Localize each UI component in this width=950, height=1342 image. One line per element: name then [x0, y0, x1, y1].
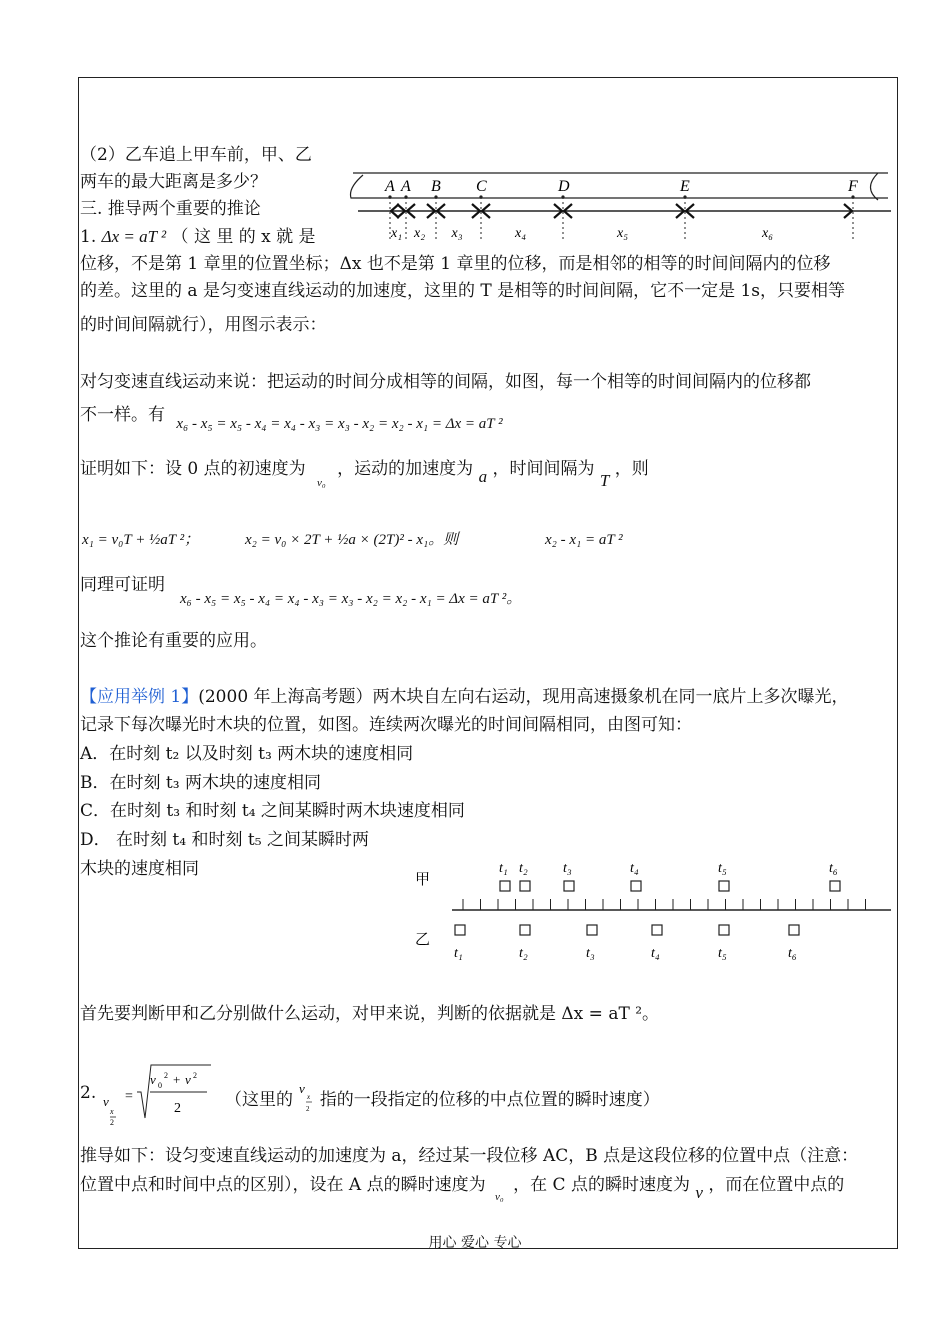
time-label: t₆ [788, 946, 797, 961]
proof-T: T [599, 471, 610, 490]
difference-chain: x₆ - x₅ = x₅ - x₄ = x₄ - x₃ = x₃ - x₂ = x₂ - x₁ = Δx = aT ² [176, 416, 503, 432]
time-label: t₃ [586, 946, 595, 961]
example-judge: 首先要判断甲和乙分别做什么运动，对甲来说，判断的依据就是 Δx = aT ²。 [80, 1004, 660, 1024]
time-label: t₂ [519, 946, 528, 961]
block-marker [789, 925, 799, 935]
svg-text:v: v [299, 1081, 306, 1096]
segment-label: x₆ [762, 226, 774, 241]
proof-intro-c: ，时间间隔为 [492, 459, 595, 479]
point-dot [479, 195, 482, 198]
proof-chain2: x₆ - x₅ = x₅ - x₄ = x₄ - x₃ = x₃ - x₂ = x₂ - x₁ = Δx = aT ²。 [180, 591, 522, 607]
example-1-tag: 【应用举例 1】 [80, 687, 199, 707]
para1-line2 [80, 403, 503, 432]
proof-intro [80, 457, 649, 490]
inference-2-num: 2. [80, 1083, 97, 1103]
option-d-line2: 木块的速度相同 [80, 859, 199, 879]
block-marker [719, 881, 729, 891]
segment-label: x₁ [391, 226, 403, 241]
inference-2-line2-b: ，在 C 点的瞬时速度为 [513, 1175, 690, 1195]
point-label-D: D [558, 178, 570, 195]
inference-2-v0: v₀ [495, 1191, 504, 1203]
inference-1-line2: 位移，不是第 1 章里的位置坐标；Δx 也不是第 1 章里的位移，而是相邻的相等的时间间隔内的位移 [80, 254, 831, 274]
section-3-title: 三. 推导两个重要的推论 [80, 199, 261, 219]
inference-2-note [225, 1081, 660, 1117]
point-dot [561, 195, 564, 198]
inference-2-line2 [80, 1173, 845, 1203]
time-label: t₂ [519, 861, 528, 876]
midpoint-velocity-formula [95, 1062, 220, 1130]
svg-text:2: 2 [306, 1105, 310, 1113]
v-x2-symbol [298, 1081, 314, 1117]
segment-label: x₃ [451, 226, 463, 241]
block-marker [455, 925, 465, 935]
time-label: t₅ [718, 946, 727, 961]
option-c: C．在时刻 t₃ 和时刻 t₄ 之间某瞬时两木块速度相同 [80, 801, 465, 821]
proof-eq2: x₂ = v₀ × 2T + ½a × (2T)² - x₁。则 [245, 532, 459, 548]
time-label: t₁ [499, 861, 508, 876]
svg-text:2: 2 [174, 1101, 181, 1116]
question-2-line2: 两车的最大距离是多少？ [80, 172, 267, 192]
point-label-A: A [385, 178, 395, 195]
example-1-line1 [80, 685, 849, 709]
point-label-A: A [401, 178, 411, 195]
svg-text:+: + [173, 1072, 181, 1087]
ruler-ticks [463, 899, 866, 910]
proof-a: a [478, 467, 488, 486]
inference-1-line3: 的差。这里的 a 是匀变速直线运动的加速度，这里的 T 是相等的时间间隔，它不一定是 1s，只要相等 [80, 281, 846, 301]
point-label-B: B [431, 178, 441, 195]
proof-intro-d: ，则 [614, 459, 649, 479]
time-label: t₄ [651, 946, 660, 961]
inference-1-tail: （ 这 里 的 x 就 是 [171, 227, 316, 247]
segment-label: x₄ [515, 226, 527, 241]
example-1-text: (2000 年上海高考题）两木块自左向右运动，现用高速摄象机在同一底片上多次曝光， [198, 687, 849, 707]
svg-text:2: 2 [193, 1071, 197, 1080]
time-label: t₁ [454, 946, 463, 961]
inference-2-note-b: 指的一段指定的位移的中点位置的瞬时速度） [319, 1090, 660, 1110]
segment-marks [388, 195, 854, 241]
inference-2-line2-a: 位置中点和时间中点的区别），设在 A 点的瞬时速度为 [80, 1175, 486, 1195]
inference-2-line1: 推导如下：设匀变速直线运动的加速度为 a，经过某一段位移 AC，B 点是这段位移的位置中点（注意： [80, 1146, 859, 1166]
block-marker [587, 925, 597, 935]
time-label: t₄ [630, 861, 639, 876]
point-labels [384, 178, 858, 195]
svg-text:=: = [125, 1089, 133, 1104]
point-dot [851, 195, 854, 198]
point-label-E: E [680, 178, 690, 195]
block-marker [520, 925, 530, 935]
svg-text:x: x [110, 1107, 114, 1116]
point-dot [404, 195, 407, 198]
svg-text:v: v [185, 1072, 191, 1087]
para1-line1: 对匀变速直线运动来说：把运动的时间分成相等的间隔，如图，每一个相等的时间间隔内的位移都 [80, 372, 811, 392]
proof-eq1: x₁ = v₀T + ½aT ²； [82, 532, 200, 548]
svg-text:v: v [150, 1072, 156, 1087]
option-a: A．在时刻 t₂ 以及时刻 t₃ 两木块的速度相同 [80, 744, 414, 764]
proof-eq3: x₂ - x₁ = aT ² [545, 532, 623, 548]
segment-label: x₅ [617, 226, 629, 241]
label-jia: 甲 [415, 870, 431, 888]
inference-2-line2-c: ，而在位置中点的 [708, 1175, 845, 1195]
inference-1-formula: Δx = aT ² [101, 227, 167, 246]
option-b: B．在时刻 t₃ 两木块的速度相同 [80, 773, 321, 793]
inference-1-label [80, 225, 316, 249]
para1-prefix: 不一样。有 [80, 405, 165, 425]
time-label: t₃ [563, 861, 572, 876]
block-marker [520, 881, 530, 891]
footer-text: 用心 爱心 专心 [428, 1235, 522, 1251]
proof-intro-a: 证明如下：设 0 点的初速度为 [80, 459, 306, 479]
blocks-diagram [405, 852, 895, 967]
time-label: t₆ [829, 861, 838, 876]
inference-2-note-a: （这里的 [225, 1090, 293, 1110]
inference-1-num: 1. [80, 227, 97, 247]
displacement-diagram [343, 163, 893, 253]
block-marker [719, 925, 729, 935]
svg-text:x: x [307, 1093, 311, 1101]
label-yi: 乙 [415, 930, 431, 948]
block-marker [500, 881, 510, 891]
point-label-C: C [476, 178, 487, 195]
example-1-line2: 记录下每次曝光时木块的位置，如图。连续两次曝光的时间间隔相同，由图可知： [80, 715, 692, 735]
segment-label: x₂ [414, 226, 426, 241]
svg-text:v: v [103, 1094, 109, 1109]
point-dot [388, 195, 391, 198]
point-dot [683, 195, 686, 198]
block-marker [652, 925, 662, 935]
svg-text:0: 0 [158, 1081, 162, 1090]
block-marker [631, 881, 641, 891]
proof-similar: 同理可证明 [80, 575, 165, 595]
point-dot [434, 195, 437, 198]
question-2-line1: （2）乙车追上甲车前，甲、乙 [80, 145, 312, 165]
proof-important: 这个推论有重要的应用。 [80, 631, 267, 651]
point-label-F: F [848, 178, 858, 195]
svg-text:2: 2 [110, 1118, 114, 1127]
inference-2-v: v [695, 1183, 703, 1202]
block-positions [454, 861, 840, 961]
proof-v0: v₀ [317, 477, 326, 489]
option-d-line1: D． 在时刻 t₄ 和时刻 t₅ 之间某瞬时两 [80, 830, 369, 850]
proof-intro-b: ，运动的加速度为 [337, 459, 474, 479]
block-marker [564, 881, 574, 891]
block-marker [830, 881, 840, 891]
inference-1-line4: 的时间间隔就行），用图示表示： [80, 315, 327, 335]
time-label: t₅ [718, 861, 727, 876]
svg-text:2: 2 [164, 1071, 168, 1080]
